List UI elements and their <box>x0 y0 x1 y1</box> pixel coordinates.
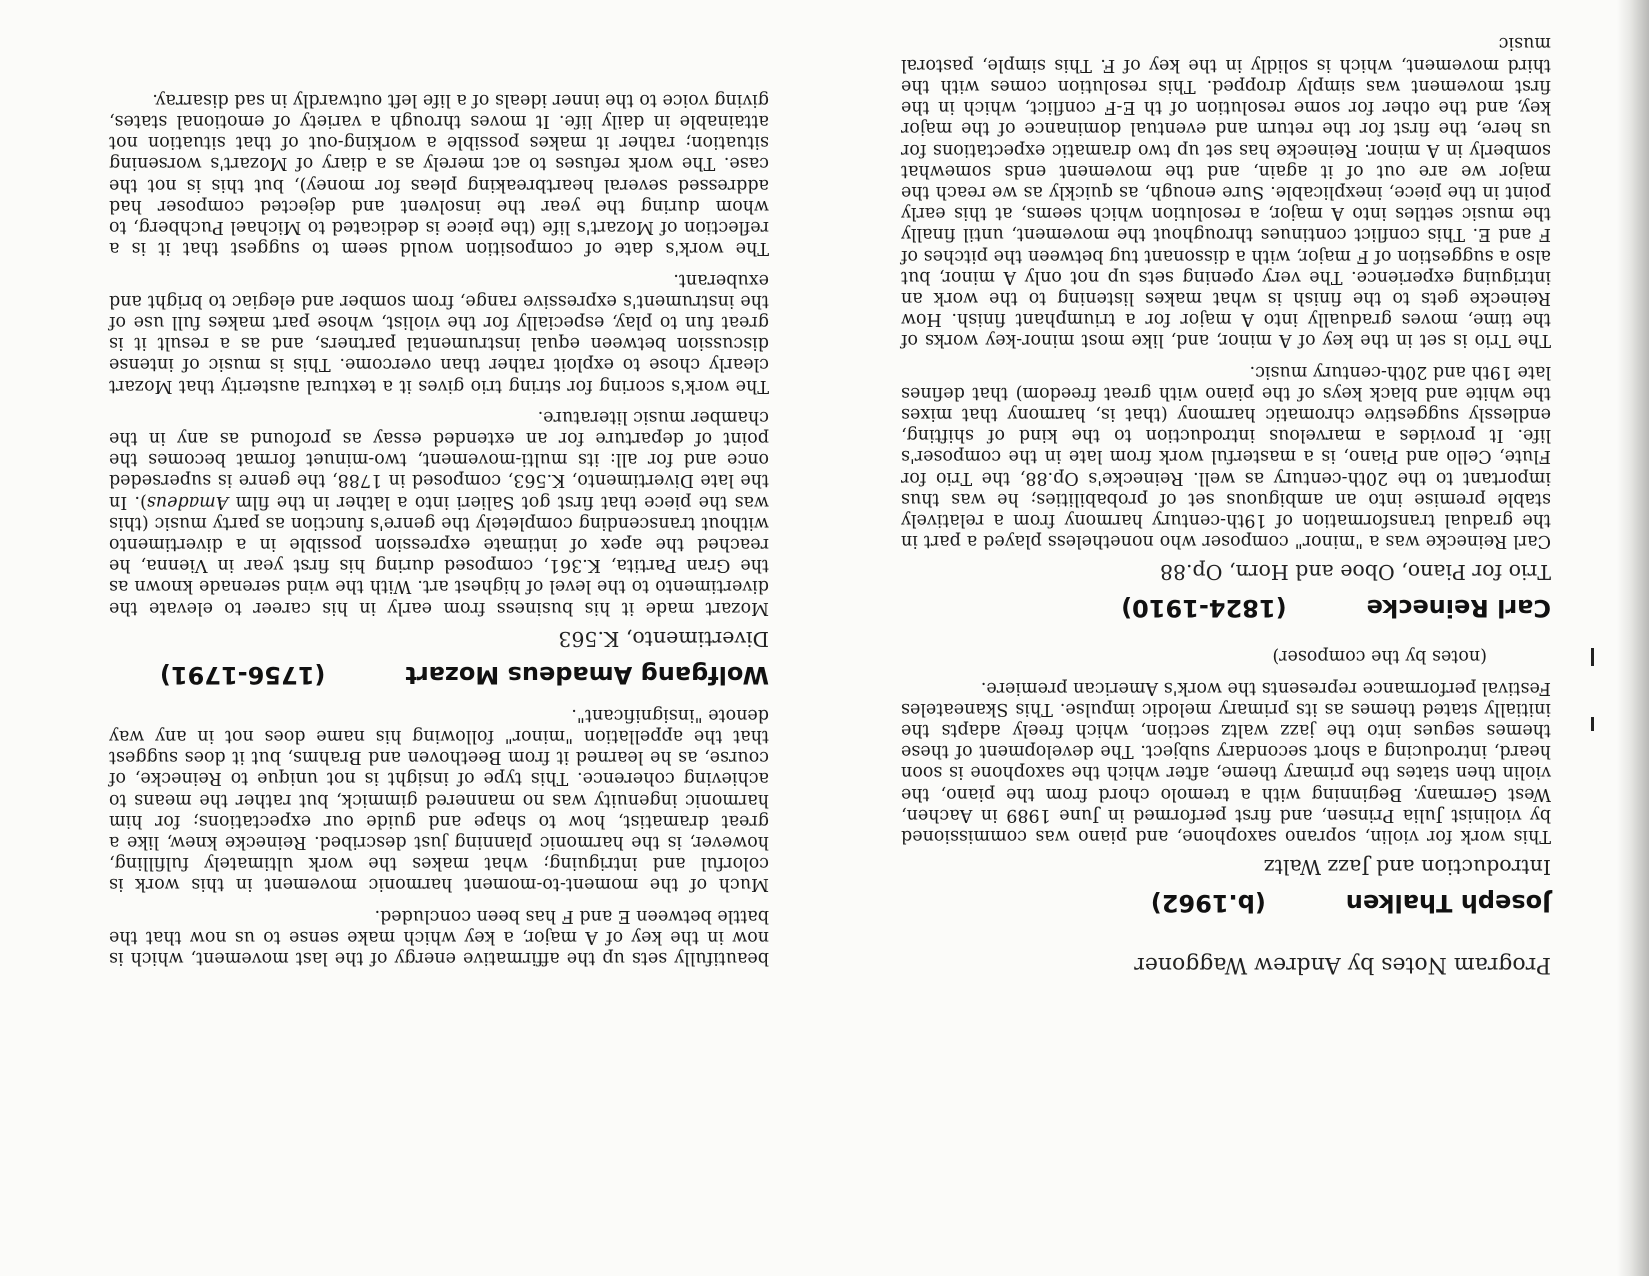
work-title-mozart: Divertimento, K.563 <box>558 626 769 651</box>
mozart-paragraph <box>109 406 769 618</box>
notes-attribution: (notes by the composer) <box>1272 646 1487 667</box>
composer-dates: (1824-1910) <box>1121 594 1287 623</box>
notes-column-first <box>901 22 1551 978</box>
mozart-paragraph: The work's date of composition would seem to suggest that it is a reflection of Mozart's life (the piece is dedicated to Michael Puchberg, to whom during the year the insolvent and dejected composer had addressed several heartbreaking pleas for money), but this is not the case. The work refuses to act merely as a diary of Mozart's worsening situation; rather it makes possible a working-out of that situation not attainable in daily life. It moves through a variety of emotional states, giving voice to the inner ideals of a life left outwardly in sad disarray. <box>109 89 769 259</box>
reinecke-paragraph: Carl Reinecke was a "minor" composer who nonetheless played a part in the gradual transformation of 19th-century harmony from a relatively stable premise into an ambiguous set of probabilities; he was thus important to the 20th-century as well. Reinecke's Op.88, the Trio for Flute, Cello and Piano, is a masterful work from late in the composer's life. It provides a marvelous introduction to the kind of shifting, endlessly suggestive chromatic harmony (that is, harmony that mixes the white and black keys of the piano with great freedom) that defines late 19th and 20th-century music. <box>901 361 1551 552</box>
composer-heading-mozart <box>109 660 769 690</box>
composer-name: Joseph Thalken <box>1345 889 1551 917</box>
reinecke-paragraph: The Trio is set in the key of A minor, and, like most minor-key works of the time, moves gradually into A major for a triumphant finish. How Reinecke gets to the finish is what makes listening to the work an intriguing experience. The very opening sets up not only A minor, but also a suggestion of F major, with a dissonant tug between the pitches of F and E. This conflict continues throughout the movement, until finally the music settles into A major, a resolution which seems, at this early point in the piece, inexplicable. Sure enough, as quickly as we reach the major we are out of it again, and the movement ends somewhat somberly in A minor. Reinecke has set up two dramatic expectations for us here, the first for the return and eventual dominance of the major key, and the other for some resolution of th E-F conflict, which in the first movement was simply dropped. This resolution comes with the third movement, which is solidly in the key of F. This simple, pastoral music <box>901 33 1551 351</box>
film-title: Amadeus <box>146 491 229 512</box>
binding-edge <box>1617 0 1649 1276</box>
composer-heading-thalken <box>901 888 1551 918</box>
mozart-paragraph: The work's scoring for string trio gives it a textural austerity that Mozart clearly chose to exploit rather than overcome. This is music of intense discussion between equal instrumental partners, and as a result it is great fun to play, especially for the violist, whose part makes full use of the instrument's expressive range, from somber and elegiac to bright and exuberant. <box>109 269 769 396</box>
composer-name: Carl Reinecke <box>1366 594 1551 623</box>
mozart-paragraph-text: Mozart made it his business from early in his career to elevate the divertimento to the level of highest art. With the wind serenade known as the Gran Partita, K.361, composed during his first year in Vienna, he reached the apex of intimate expression possible in a divertimento without transcending completely the genre's function as party music (this was the piece that first got Salieri into a lather in the film <box>109 491 769 618</box>
work-title-thalken: Introduction and Jazz Waltz <box>1263 855 1551 879</box>
mozart-paragraph-text: ). In the late Divertimento, K.563, composed in 1788, the genre is superseded once and for all: its multi-movement, two-minuet format becomes the point of departure for an extended essay as profound as any in the chamber music literature. <box>109 406 769 512</box>
reinecke-continued-paragraph: beautifully sets up the affirmative energy of the last movement, which is now in the key of A major, a key which make sense to us now that the battle between E and F has been concluded. <box>109 905 769 968</box>
composer-dates: (1756-1791) <box>159 660 326 689</box>
reinecke-continued-paragraph: Much of the moment-to-moment harmonic movement in this work is colorful and intriguing; what makes the work ultimately fulfilling, however, is the harmonic planning just described. Reinecke knew, like a great dramatist, how to shape and guide our expectations; for him harmonic ingenuity was no mannered gimmick, but rather the means to achieving coherence. This type of insight is not unique to Reinecke, of course, as he learned it from Beethoven and Brahms, but it does suggest that the appellation "minor" following his name does not in any way denote "insignificant". <box>109 704 769 895</box>
program-notes-header: Program Notes by Andrew Waggoner <box>1134 952 1551 977</box>
composer-name: Wolfgang Amadeus Mozart <box>405 660 769 689</box>
composer-dates: (b.1962) <box>1150 889 1266 917</box>
work-title-reinecke: Trio for Piano, Oboe and Horn, Op.88 <box>1159 560 1551 585</box>
scan-mark <box>1591 717 1594 731</box>
thalken-paragraph: This work for violin, soprano saxophone, and piano was commissioned by violinist Julia Prinsen, and first performed in June 1989 in Aachen, West Germany. Beginning with a tremolo chord from the piano, the violin then states the primary theme, after which the saxophone is soon heard, introducing a short secondary subject. The development of these themes segues into the jazz waltz section, which freely adapts the initially stated themes as its primary melodic impulse. This Skaneateles Festival performance represents the work's American premiere. <box>901 677 1551 846</box>
scan-mark <box>1591 648 1594 666</box>
notes-column-second <box>109 79 769 968</box>
composer-heading-reinecke <box>901 593 1551 623</box>
